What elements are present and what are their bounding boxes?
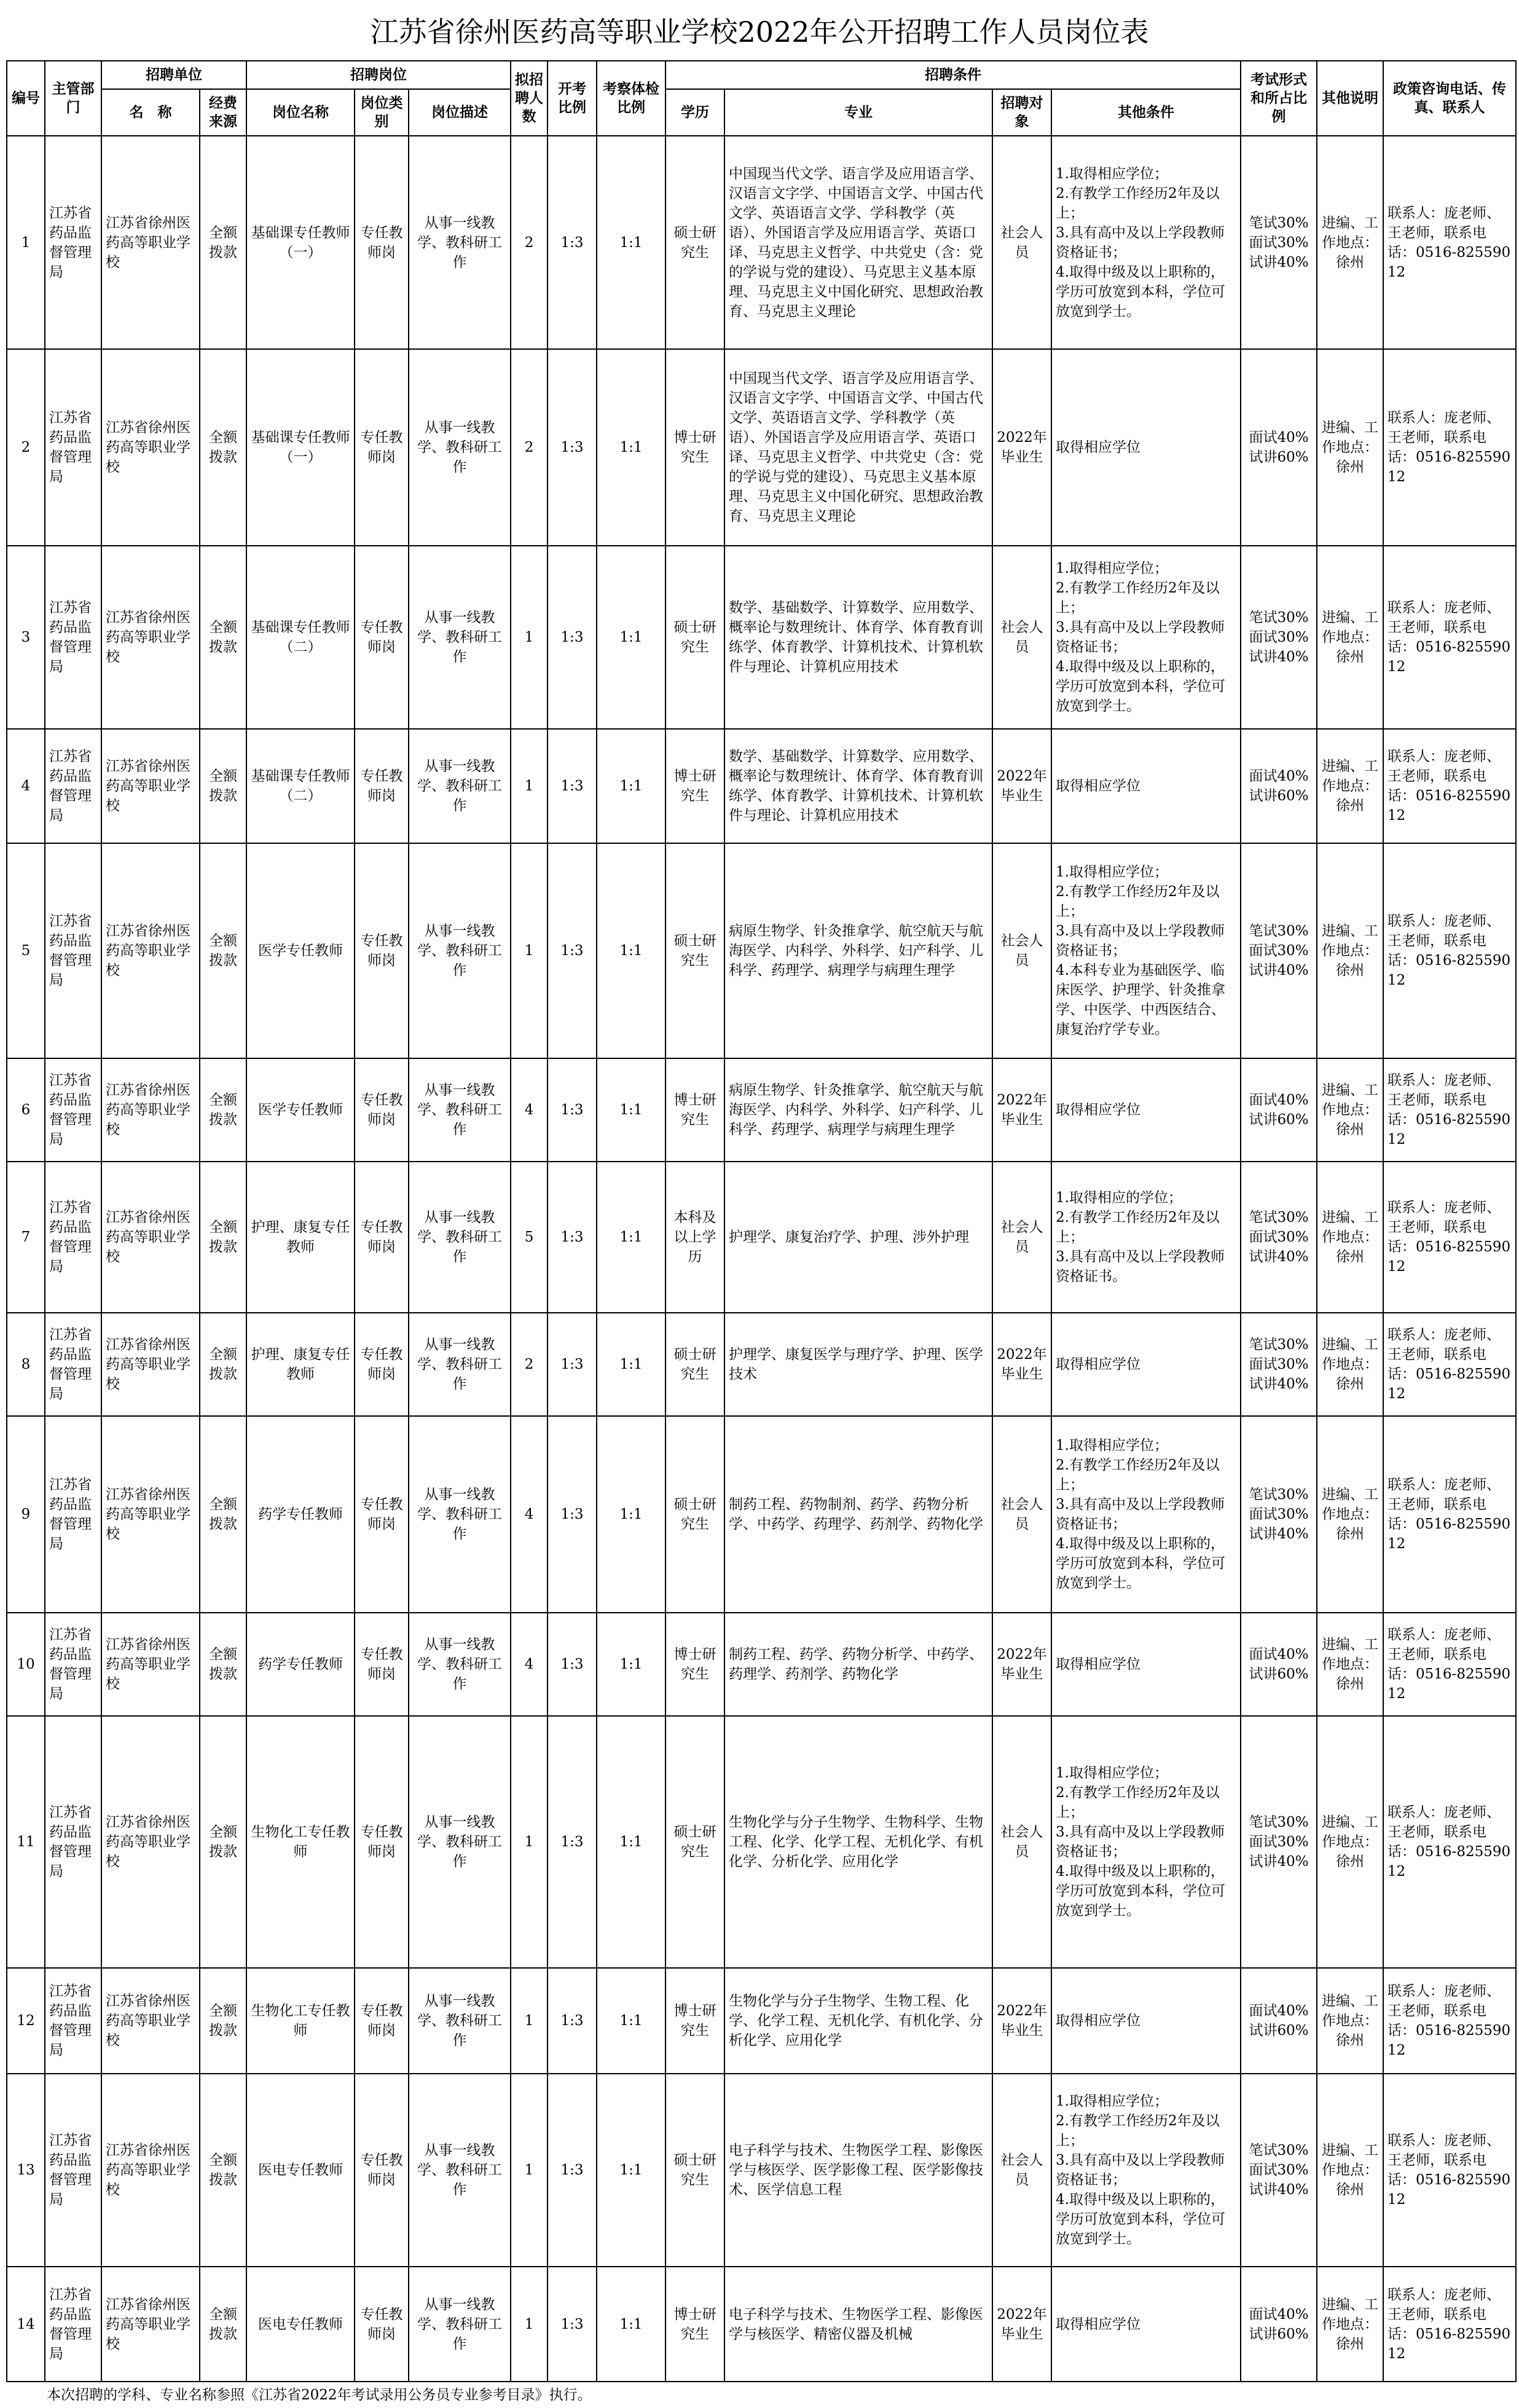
other-cell: 取得相应学位 (1051, 1613, 1241, 1716)
contact-cell: 联系人：庞老师、王老师，联系电话：0516-82559012 (1383, 1716, 1516, 1968)
unit-cell: 江苏省徐州医药高等职业学校 (101, 136, 200, 349)
unit-cell: 江苏省徐州医药高等职业学校 (101, 2267, 200, 2382)
desc-cell: 从事一线教学、教科研工作 (409, 1313, 511, 1416)
major-cell: 制药工程、药学、药物分析学、中药学、药理学、药剂学、药物化学 (724, 1613, 992, 1716)
dept-cell: 江苏省药品监督管理局 (45, 2267, 101, 2382)
desc-cell: 从事一线教学、教科研工作 (409, 546, 511, 729)
target-cell: 2022年毕业生 (992, 1613, 1051, 1716)
row-no: 7 (7, 1162, 45, 1313)
table-row (7, 546, 1516, 729)
header-target: 招聘对象 (992, 89, 1051, 136)
ratio-cell: 1:3 (548, 729, 597, 843)
desc-cell: 从事一线教学、教科研工作 (409, 1162, 511, 1313)
major-cell: 生物化学与分子生物学、生物工程、化学、化学工程、无机化学、有机化学、分析化学、应用化学 (724, 1968, 992, 2074)
exam-cell: 笔试30% 面试30% 试讲40% (1241, 843, 1317, 1058)
type-cell: 专任教师岗 (355, 1058, 409, 1162)
unit-cell: 江苏省徐州医药高等职业学校 (101, 1058, 200, 1162)
header-ratio: 开考比例 (548, 61, 597, 136)
major-cell: 病原生物学、针灸推拿学、航空航天与航海医学、内科学、外科学、妇产科学、儿科学、药理学、病理学与病理生理学 (724, 1058, 992, 1162)
contact-cell: 联系人：庞老师、王老师，联系电话：0516-82559012 (1383, 729, 1516, 843)
contact-cell: 联系人：庞老师、王老师，联系电话：0516-82559012 (1383, 1162, 1516, 1313)
unit-cell: 江苏省徐州医药高等职业学校 (101, 1162, 200, 1313)
other-cell: 1.取得相应学位； 2.有教学工作经历2年及以上； 3.具有高中及以上学段教师资格证书； 4.本科专业为基础医学、临床医学、护理学、针灸推拿学、中医学、中西医结合、康复治疗学专业。 (1051, 843, 1241, 1058)
major-cell: 制药工程、药物制剂、药学、药物分析学、中药学、药理学、药剂学、药物化学 (724, 1416, 992, 1613)
header-major: 专业 (724, 89, 992, 136)
edu-cell: 硕士研究生 (665, 1416, 724, 1613)
desc-cell: 从事一线教学、教科研工作 (409, 843, 511, 1058)
header-post-group: 招聘岗位 (246, 61, 511, 89)
dept-cell: 江苏省药品监督管理局 (45, 1968, 101, 2074)
post-cell: 医学专任教师 (246, 843, 355, 1058)
type-cell: 专任教师岗 (355, 1968, 409, 2074)
dept-cell: 江苏省药品监督管理局 (45, 349, 101, 546)
num-cell: 4 (511, 1058, 548, 1162)
major-cell: 电子科学与技术、生物医学工程、影像医学与核医学、医学影像工程、医学影像技术、医学信息工程 (724, 2074, 992, 2267)
target-cell: 社会人员 (992, 843, 1051, 1058)
exam-cell: 面试40% 试讲60% (1241, 2267, 1317, 2382)
footnote: 本次招聘的学科、专业名称参照《江苏省2022年考试录用公务员专业参考目录》执行。 (47, 2387, 592, 2403)
funding-cell: 全额拨款 (200, 2074, 246, 2267)
check-cell: 1:1 (597, 2074, 665, 2267)
target-cell: 社会人员 (992, 1416, 1051, 1613)
header-cond-group: 招聘条件 (665, 61, 1241, 89)
other-cell: 1.取得相应学位； 2.有教学工作经历2年及以上； 3.具有高中及以上学段教师资格证书； 4.取得中级及以上职称的，学历可放宽到本科，学位可放宽到学士。 (1051, 1716, 1241, 1968)
type-cell: 专任教师岗 (355, 843, 409, 1058)
post-cell: 基础课专任教师（二） (246, 546, 355, 729)
post-cell: 基础课专任教师（一） (246, 136, 355, 349)
type-cell: 专任教师岗 (355, 1716, 409, 1968)
target-cell: 2022年毕业生 (992, 1058, 1051, 1162)
post-cell: 护理、康复专任教师 (246, 1313, 355, 1416)
contact-cell: 联系人：庞老师、王老师，联系电话：0516-82559012 (1383, 546, 1516, 729)
other-cell: 取得相应学位 (1051, 1968, 1241, 2074)
edu-cell: 博士研究生 (665, 729, 724, 843)
notes-cell: 进编、工作地点：徐州 (1317, 349, 1383, 546)
other-cell: 取得相应学位 (1051, 2267, 1241, 2382)
other-cell: 取得相应学位 (1051, 729, 1241, 843)
ratio-cell: 1:3 (548, 2267, 597, 2382)
edu-cell: 硕士研究生 (665, 2074, 724, 2267)
unit-cell: 江苏省徐州医药高等职业学校 (101, 1613, 200, 1716)
target-cell: 2022年毕业生 (992, 2267, 1051, 2382)
ratio-cell: 1:3 (548, 1613, 597, 1716)
header-unit-name: 名 称 (101, 89, 200, 136)
notes-cell: 进编、工作地点：徐州 (1317, 546, 1383, 729)
funding-cell: 全额拨款 (200, 843, 246, 1058)
unit-cell: 江苏省徐州医药高等职业学校 (101, 2074, 200, 2267)
target-cell: 社会人员 (992, 1162, 1051, 1313)
notes-cell: 进编、工作地点：徐州 (1317, 2267, 1383, 2382)
funding-cell: 全额拨款 (200, 1716, 246, 1968)
table-row (7, 2074, 1516, 2267)
table-row (7, 1716, 1516, 1968)
desc-cell: 从事一线教学、教科研工作 (409, 1416, 511, 1613)
exam-cell: 笔试30% 面试30% 试讲40% (1241, 136, 1317, 349)
desc-cell: 从事一线教学、教科研工作 (409, 136, 511, 349)
table-row (7, 729, 1516, 843)
check-cell: 1:1 (597, 136, 665, 349)
contact-cell: 联系人：庞老师、王老师，联系电话：0516-82559012 (1383, 1968, 1516, 2074)
desc-cell: 从事一线教学、教科研工作 (409, 1613, 511, 1716)
other-cell: 1.取得相应学位； 2.有教学工作经历2年及以上； 3.具有高中及以上学段教师资格证书； 4.取得中级及以上职称的，学历可放宽到本科，学位可放宽到学士。 (1051, 1416, 1241, 1613)
table-row (7, 349, 1516, 546)
header-no: 编号 (7, 61, 45, 136)
check-cell: 1:1 (597, 843, 665, 1058)
row-no: 8 (7, 1313, 45, 1416)
major-cell: 护理学、康复治疗学、护理、涉外护理 (724, 1162, 992, 1313)
edu-cell: 硕士研究生 (665, 843, 724, 1058)
notes-cell: 进编、工作地点：徐州 (1317, 843, 1383, 1058)
num-cell: 1 (511, 2267, 548, 2382)
type-cell: 专任教师岗 (355, 349, 409, 546)
edu-cell: 博士研究生 (665, 1968, 724, 2074)
table-header (7, 61, 1516, 136)
other-cell: 取得相应学位 (1051, 1058, 1241, 1162)
dept-cell: 江苏省药品监督管理局 (45, 1416, 101, 1613)
funding-cell: 全额拨款 (200, 729, 246, 843)
ratio-cell: 1:3 (548, 349, 597, 546)
funding-cell: 全额拨款 (200, 1313, 246, 1416)
ratio-cell: 1:3 (548, 1968, 597, 2074)
funding-cell: 全额拨款 (200, 1968, 246, 2074)
unit-cell: 江苏省徐州医药高等职业学校 (101, 729, 200, 843)
page-title: 江苏省徐州医药高等职业学校2022年公开招聘工作人员岗位表 (370, 15, 1149, 49)
row-no: 4 (7, 729, 45, 843)
check-cell: 1:1 (597, 1716, 665, 1968)
header-post-desc: 岗位描述 (409, 89, 511, 136)
funding-cell: 全额拨款 (200, 136, 246, 349)
positions-table (6, 60, 1517, 2382)
notes-cell: 进编、工作地点：徐州 (1317, 1968, 1383, 2074)
num-cell: 1 (511, 2074, 548, 2267)
table-body (7, 136, 1516, 2382)
exam-cell: 笔试30% 面试30% 试讲40% (1241, 2074, 1317, 2267)
target-cell: 2022年毕业生 (992, 1313, 1051, 1416)
other-cell: 1.取得相应学位； 2.有教学工作经历2年及以上； 3.具有高中及以上学段教师资格证书； 4.取得中级及以上职称的，学历可放宽到本科，学位可放宽到学士。 (1051, 2074, 1241, 2267)
row-no: 6 (7, 1058, 45, 1162)
num-cell: 1 (511, 1716, 548, 1968)
contact-cell: 联系人：庞老师、王老师，联系电话：0516-82559012 (1383, 1416, 1516, 1613)
row-no: 14 (7, 2267, 45, 2382)
funding-cell: 全额拨款 (200, 2267, 246, 2382)
contact-cell: 联系人：庞老师、王老师，联系电话：0516-82559012 (1383, 1313, 1516, 1416)
ratio-cell: 1:3 (548, 1416, 597, 1613)
header-edu: 学历 (665, 89, 724, 136)
table-row (7, 1613, 1516, 1716)
post-cell: 生物化工专任教师 (246, 1716, 355, 1968)
dept-cell: 江苏省药品监督管理局 (45, 1313, 101, 1416)
edu-cell: 硕士研究生 (665, 1313, 724, 1416)
unit-cell: 江苏省徐州医药高等职业学校 (101, 1968, 200, 2074)
row-no: 1 (7, 136, 45, 349)
edu-cell: 博士研究生 (665, 1613, 724, 1716)
unit-cell: 江苏省徐州医药高等职业学校 (101, 349, 200, 546)
row-no: 3 (7, 546, 45, 729)
ratio-cell: 1:3 (548, 1313, 597, 1416)
desc-cell: 从事一线教学、教科研工作 (409, 1716, 511, 1968)
dept-cell: 江苏省药品监督管理局 (45, 1162, 101, 1313)
header-post-name: 岗位名称 (246, 89, 355, 136)
exam-cell: 笔试30% 面试30% 试讲40% (1241, 1313, 1317, 1416)
header-dept: 主管部门 (45, 61, 101, 136)
table-row (7, 136, 1516, 349)
major-cell: 中国现当代文学、语言学及应用语言学、汉语言文字学、中国语言文学、中国古代文学、英语语言文学、学科教学（英语）、外国语言学及应用语言学、英语口译、马克思主义哲学、中共党史（含：党的学说与党的建设）、马克思主义基本原理、马克思主义中国化研究、思想政治教育、马克思主义理论 (724, 136, 992, 349)
funding-cell: 全额拨款 (200, 1613, 246, 1716)
type-cell: 专任教师岗 (355, 1416, 409, 1613)
unit-cell: 江苏省徐州医药高等职业学校 (101, 1416, 200, 1613)
other-cell: 1.取得相应学位； 2.有教学工作经历2年及以上； 3.具有高中及以上学段教师资格证书； 4.取得中级及以上职称的，学历可放宽到本科，学位可放宽到学士。 (1051, 136, 1241, 349)
header-exam: 考试形式和所占比例 (1241, 61, 1317, 136)
header-unit-group: 招聘单位 (101, 61, 246, 89)
contact-cell: 联系人：庞老师、王老师，联系电话：0516-82559012 (1383, 2074, 1516, 2267)
check-cell: 1:1 (597, 1416, 665, 1613)
notes-cell: 进编、工作地点：徐州 (1317, 1416, 1383, 1613)
ratio-cell: 1:3 (548, 546, 597, 729)
major-cell: 数学、基础数学、计算数学、应用数学、概率论与数理统计、体育学、体育教育训练学、体育教学、计算机技术、计算机软件与理论、计算机应用技术 (724, 546, 992, 729)
row-no: 12 (7, 1968, 45, 2074)
desc-cell: 从事一线教学、教科研工作 (409, 2074, 511, 2267)
notes-cell: 进编、工作地点：徐州 (1317, 1313, 1383, 1416)
funding-cell: 全额拨款 (200, 349, 246, 546)
funding-cell: 全额拨款 (200, 1162, 246, 1313)
unit-cell: 江苏省徐州医药高等职业学校 (101, 1313, 200, 1416)
other-cell: 取得相应学位 (1051, 349, 1241, 546)
major-cell: 生物化学与分子生物学、生物科学、生物工程、化学、化学工程、无机化学、有机化学、分析化学、应用化学 (724, 1716, 992, 1968)
notes-cell: 进编、工作地点：徐州 (1317, 1613, 1383, 1716)
header-notes: 其他说明 (1317, 61, 1383, 136)
num-cell: 1 (511, 1968, 548, 2074)
row-no: 2 (7, 349, 45, 546)
type-cell: 专任教师岗 (355, 2267, 409, 2382)
check-cell: 1:1 (597, 2267, 665, 2382)
check-cell: 1:1 (597, 349, 665, 546)
other-cell: 1.取得相应学位； 2.有教学工作经历2年及以上； 3.具有高中及以上学段教师资格证书； 4.取得中级及以上职称的，学历可放宽到本科，学位可放宽到学士。 (1051, 546, 1241, 729)
post-cell: 生物化工专任教师 (246, 1968, 355, 2074)
type-cell: 专任教师岗 (355, 2074, 409, 2267)
post-cell: 医电专任教师 (246, 2267, 355, 2382)
exam-cell: 面试40% 试讲60% (1241, 349, 1317, 546)
contact-cell: 联系人：庞老师、王老师，联系电话：0516-82559012 (1383, 843, 1516, 1058)
row-no: 13 (7, 2074, 45, 2267)
table-row (7, 1313, 1516, 1416)
major-cell: 护理学、康复医学与理疗学、护理、医学技术 (724, 1313, 992, 1416)
major-cell: 中国现当代文学、语言学及应用语言学、汉语言文字学、中国语言文学、中国古代文学、英语语言文学、学科教学（英语）、外国语言学及应用语言学、英语口译、马克思主义哲学、中共党史（含：党的学说与党的建设）、马克思主义基本原理、马克思主义中国化研究、思想政治教育、马克思主义理论 (724, 349, 992, 546)
num-cell: 5 (511, 1162, 548, 1313)
edu-cell: 博士研究生 (665, 1058, 724, 1162)
exam-cell: 面试40% 试讲60% (1241, 729, 1317, 843)
row-no: 9 (7, 1416, 45, 1613)
ratio-cell: 1:3 (548, 1716, 597, 1968)
funding-cell: 全额拨款 (200, 1058, 246, 1162)
contact-cell: 联系人：庞老师、王老师，联系电话：0516-82559012 (1383, 1613, 1516, 1716)
num-cell: 2 (511, 349, 548, 546)
dept-cell: 江苏省药品监督管理局 (45, 1716, 101, 1968)
dept-cell: 江苏省药品监督管理局 (45, 136, 101, 349)
notes-cell: 进编、工作地点：徐州 (1317, 1716, 1383, 1968)
num-cell: 4 (511, 1416, 548, 1613)
target-cell: 社会人员 (992, 136, 1051, 349)
num-cell: 2 (511, 136, 548, 349)
header-num: 拟招聘人数 (511, 61, 548, 136)
check-cell: 1:1 (597, 729, 665, 843)
table-row (7, 2267, 1516, 2382)
table-row (7, 1162, 1516, 1313)
num-cell: 1 (511, 546, 548, 729)
target-cell: 社会人员 (992, 1716, 1051, 1968)
major-cell: 数学、基础数学、计算数学、应用数学、概率论与数理统计、体育学、体育教育训练学、体育教学、计算机技术、计算机软件与理论、计算机应用技术 (724, 729, 992, 843)
check-cell: 1:1 (597, 1613, 665, 1716)
table-row (7, 1058, 1516, 1162)
desc-cell: 从事一线教学、教科研工作 (409, 349, 511, 546)
contact-cell: 联系人：庞老师、王老师，联系电话：0516-82559012 (1383, 2267, 1516, 2382)
notes-cell: 进编、工作地点：徐州 (1317, 1058, 1383, 1162)
edu-cell: 博士研究生 (665, 349, 724, 546)
num-cell: 1 (511, 729, 548, 843)
edu-cell: 硕士研究生 (665, 136, 724, 349)
other-cell: 1.取得相应的学位； 2.有教学工作经历2年及以上； 3.具有高中及以上学段教师资格证书。 (1051, 1162, 1241, 1313)
dept-cell: 江苏省药品监督管理局 (45, 546, 101, 729)
type-cell: 专任教师岗 (355, 729, 409, 843)
header-funding: 经费来源 (200, 89, 246, 136)
check-cell: 1:1 (597, 1162, 665, 1313)
exam-cell: 笔试30% 面试30% 试讲40% (1241, 546, 1317, 729)
notes-cell: 进编、工作地点：徐州 (1317, 136, 1383, 349)
post-cell: 护理、康复专任教师 (246, 1162, 355, 1313)
header-check-ratio: 考察体检比例 (597, 61, 665, 136)
header-post-type: 岗位类别 (355, 89, 409, 136)
funding-cell: 全额拨款 (200, 1416, 246, 1613)
type-cell: 专任教师岗 (355, 1613, 409, 1716)
num-cell: 4 (511, 1613, 548, 1716)
desc-cell: 从事一线教学、教科研工作 (409, 729, 511, 843)
check-cell: 1:1 (597, 1968, 665, 2074)
type-cell: 专任教师岗 (355, 1162, 409, 1313)
type-cell: 专任教师岗 (355, 546, 409, 729)
contact-cell: 联系人：庞老师、王老师，联系电话：0516-82559012 (1383, 349, 1516, 546)
target-cell: 社会人员 (992, 2074, 1051, 2267)
ratio-cell: 1:3 (548, 136, 597, 349)
funding-cell: 全额拨款 (200, 546, 246, 729)
check-cell: 1:1 (597, 546, 665, 729)
exam-cell: 笔试30% 面试30% 试讲40% (1241, 1716, 1317, 1968)
num-cell: 2 (511, 1313, 548, 1416)
contact-cell: 联系人：庞老师、王老师，联系电话：0516-82559012 (1383, 136, 1516, 349)
target-cell: 社会人员 (992, 546, 1051, 729)
type-cell: 专任教师岗 (355, 1313, 409, 1416)
target-cell: 2022年毕业生 (992, 729, 1051, 843)
post-cell: 药学专任教师 (246, 1613, 355, 1716)
ratio-cell: 1:3 (548, 2074, 597, 2267)
unit-cell: 江苏省徐州医药高等职业学校 (101, 1716, 200, 1968)
unit-cell: 江苏省徐州医药高等职业学校 (101, 843, 200, 1058)
desc-cell: 从事一线教学、教科研工作 (409, 1058, 511, 1162)
edu-cell: 硕士研究生 (665, 546, 724, 729)
post-cell: 医学专任教师 (246, 1058, 355, 1162)
table-row (7, 1968, 1516, 2074)
header-other: 其他条件 (1051, 89, 1241, 136)
dept-cell: 江苏省药品监督管理局 (45, 1613, 101, 1716)
unit-cell: 江苏省徐州医药高等职业学校 (101, 546, 200, 729)
post-cell: 药学专任教师 (246, 1416, 355, 1613)
post-cell: 基础课专任教师（一） (246, 349, 355, 546)
row-no: 5 (7, 843, 45, 1058)
post-cell: 基础课专任教师（二） (246, 729, 355, 843)
edu-cell: 硕士研究生 (665, 1716, 724, 1968)
target-cell: 2022年毕业生 (992, 349, 1051, 546)
check-cell: 1:1 (597, 1058, 665, 1162)
ratio-cell: 1:3 (548, 843, 597, 1058)
type-cell: 专任教师岗 (355, 136, 409, 349)
exam-cell: 笔试30% 面试30% 试讲40% (1241, 1162, 1317, 1313)
contact-cell: 联系人：庞老师、王老师，联系电话：0516-82559012 (1383, 1058, 1516, 1162)
exam-cell: 笔试30% 面试30% 试讲40% (1241, 1416, 1317, 1613)
edu-cell: 博士研究生 (665, 2267, 724, 2382)
major-cell: 病原生物学、针灸推拿学、航空航天与航海医学、内科学、外科学、妇产科学、儿科学、药理学、病理学与病理生理学 (724, 843, 992, 1058)
row-no: 10 (7, 1613, 45, 1716)
dept-cell: 江苏省药品监督管理局 (45, 843, 101, 1058)
post-cell: 医电专任教师 (246, 2074, 355, 2267)
notes-cell: 进编、工作地点：徐州 (1317, 2074, 1383, 2267)
check-cell: 1:1 (597, 1313, 665, 1416)
num-cell: 1 (511, 843, 548, 1058)
target-cell: 2022年毕业生 (992, 1968, 1051, 2074)
desc-cell: 从事一线教学、教科研工作 (409, 1968, 511, 2074)
edu-cell: 本科及以上学历 (665, 1162, 724, 1313)
header-contact: 政策咨询电话、传真、联系人 (1383, 61, 1516, 136)
table-row (7, 843, 1516, 1058)
ratio-cell: 1:3 (548, 1162, 597, 1313)
dept-cell: 江苏省药品监督管理局 (45, 1058, 101, 1162)
other-cell: 取得相应学位 (1051, 1313, 1241, 1416)
desc-cell: 从事一线教学、教科研工作 (409, 2267, 511, 2382)
table-row (7, 1416, 1516, 1613)
ratio-cell: 1:3 (548, 1058, 597, 1162)
row-no: 11 (7, 1716, 45, 1968)
exam-cell: 面试40% 试讲60% (1241, 1968, 1317, 2074)
major-cell: 电子科学与技术、生物医学工程、影像医学与核医学、精密仪器及机械 (724, 2267, 992, 2382)
exam-cell: 面试40% 试讲60% (1241, 1613, 1317, 1716)
notes-cell: 进编、工作地点：徐州 (1317, 729, 1383, 843)
dept-cell: 江苏省药品监督管理局 (45, 2074, 101, 2267)
exam-cell: 面试40% 试讲60% (1241, 1058, 1317, 1162)
notes-cell: 进编、工作地点：徐州 (1317, 1162, 1383, 1313)
dept-cell: 江苏省药品监督管理局 (45, 729, 101, 843)
